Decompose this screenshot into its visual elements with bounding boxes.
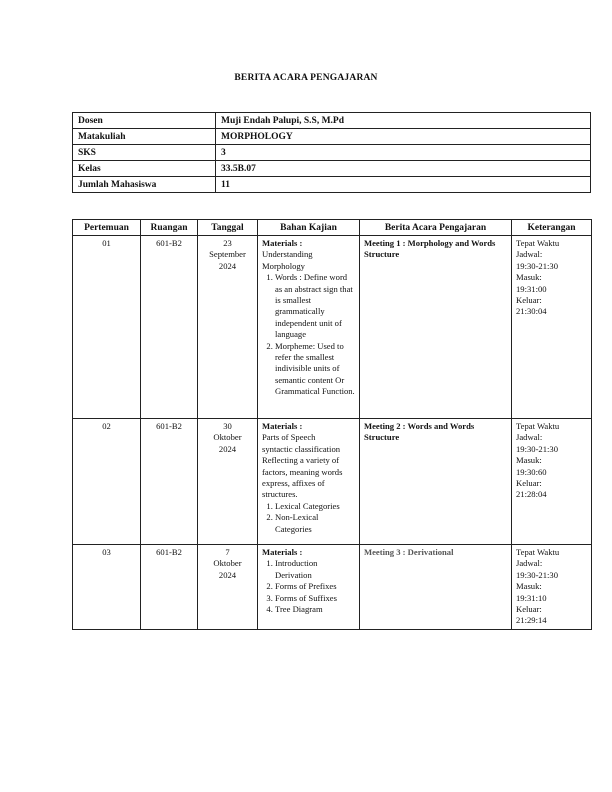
info-row [73, 145, 591, 161]
keterangan-line: Jadwal: [516, 558, 543, 569]
info-value: 11 [216, 177, 591, 193]
materials-item: 4. Tree Diagram [275, 604, 355, 615]
tanggal-cell [198, 545, 258, 630]
course-info-table [72, 112, 591, 193]
materials-item: 1. Words : Define word as an abstract sign that is smallest grammatically independent unit of language [275, 272, 355, 340]
info-value: 33.5B.07 [216, 161, 591, 177]
keterangan-line: 19:30-21:30 [516, 443, 559, 454]
keterangan-line: 19:30-21:30 [516, 260, 559, 271]
tanggal-line: Oktober [213, 558, 242, 569]
tanggal-line: 30 [223, 421, 232, 431]
materials-list [262, 272, 355, 397]
keterangan-line: Keluar: [516, 295, 542, 306]
materials-line: structures. [262, 489, 298, 500]
info-value: MORPHOLOGY [216, 129, 591, 145]
keterangan-line: Tepat Waktu [516, 421, 560, 431]
ruangan-cell: 601-B2 [141, 545, 198, 630]
keterangan-line: 21:29:14 [516, 615, 547, 626]
materials-item: 3. Forms of Suffixes [275, 593, 355, 604]
berita-acara-cell: Meeting 2 : Words and Words Structure [360, 419, 512, 545]
header-keterangan: Keterangan [512, 220, 592, 236]
materials-line: Parts of Speech [262, 432, 316, 443]
pertemuan-cell: 02 [73, 419, 141, 545]
info-row [73, 113, 591, 129]
materials-list [262, 501, 355, 535]
materials-line: Morphology [262, 260, 305, 271]
table-row [73, 419, 592, 545]
keterangan-line: Tepat Waktu [516, 238, 560, 248]
info-label: Matakuliah [73, 129, 216, 145]
info-row [73, 177, 591, 193]
info-row [73, 161, 591, 177]
header-berita-acara: Berita Acara Pengajaran [360, 220, 512, 236]
keterangan-line: Masuk: [516, 581, 542, 592]
info-value: 3 [216, 145, 591, 161]
keterangan-cell [512, 545, 592, 630]
berita-acara-cell: Meeting 3 : Derivational [360, 545, 512, 630]
materials-title: Materials : [262, 547, 303, 557]
materials-line: syntactic classification [262, 443, 341, 454]
tanggal-cell [198, 419, 258, 545]
keterangan-line: 19:30:60 [516, 466, 547, 477]
keterangan-line: Masuk: [516, 455, 542, 466]
bahan-kajian-cell [258, 236, 360, 419]
info-label: Dosen [73, 113, 216, 129]
info-label: SKS [73, 145, 216, 161]
materials-item: 1. Introduction Derivation [275, 558, 355, 581]
info-label: Jumlah Mahasiswa [73, 177, 216, 193]
pertemuan-cell: 01 [73, 236, 141, 419]
tanggal-line: Oktober [213, 432, 242, 443]
keterangan-line: Jadwal: [516, 432, 543, 443]
header-row [73, 220, 592, 236]
keterangan-line: Keluar: [516, 604, 542, 615]
header-pertemuan: Pertemuan [73, 220, 141, 236]
keterangan-line: 19:30-21:30 [516, 569, 559, 580]
keterangan-line: Keluar: [516, 478, 542, 489]
ruangan-cell: 601-B2 [141, 419, 198, 545]
table-row [73, 236, 592, 419]
materials-line: express, affixes of [262, 478, 325, 489]
table-row [73, 545, 592, 630]
materials-line: Understanding [262, 249, 313, 260]
materials-item: 1. Lexical Categories [275, 501, 355, 512]
materials-line: Reflecting a variety of [262, 455, 340, 466]
document-title: BERITA ACARA PENGAJARAN [234, 73, 378, 83]
keterangan-cell [512, 419, 592, 545]
tanggal-line: 2024 [218, 260, 237, 271]
materials-title: Materials : [262, 421, 303, 431]
keterangan-line: 21:30:04 [516, 306, 547, 317]
info-row [73, 129, 591, 145]
info-value: Muji Endah Palupi, S.S, M.Pd [216, 113, 591, 129]
keterangan-line: 21:28:04 [516, 489, 547, 500]
tanggal-line: 2024 [218, 569, 237, 580]
keterangan-line: 19:31:00 [516, 283, 547, 294]
materials-list [262, 558, 355, 615]
pertemuan-cell: 03 [73, 545, 141, 630]
keterangan-line: 19:31:10 [516, 592, 547, 603]
tanggal-line: 2024 [218, 443, 237, 454]
keterangan-line: Tepat Waktu [516, 547, 560, 557]
materials-item: 2. Forms of Prefixes [275, 581, 355, 592]
bahan-kajian-cell [258, 545, 360, 630]
tanggal-cell [198, 236, 258, 419]
header-bahan-kajian: Bahan Kajian [258, 220, 360, 236]
ruangan-cell: 601-B2 [141, 236, 198, 419]
keterangan-line: Jadwal: [516, 249, 543, 260]
header-tanggal: Tanggal [198, 220, 258, 236]
teaching-log-table [72, 219, 592, 630]
berita-acara-cell: Meeting 1 : Morphology and Words Structure [360, 236, 512, 419]
materials-line: factors, meaning words [262, 466, 343, 477]
keterangan-line: Masuk: [516, 272, 542, 283]
keterangan-cell [512, 236, 592, 419]
tanggal-line: 23 [223, 238, 232, 248]
materials-item: 2. Non-Lexical Categories [275, 512, 355, 535]
header-ruangan: Ruangan [141, 220, 198, 236]
materials-item: 2. Morpheme: Used to refer the smallest indivisible units of semantic content Or Grammatical Function. [275, 341, 355, 398]
tanggal-line: 7 [225, 547, 230, 557]
info-label: Kelas [73, 161, 216, 177]
materials-title: Materials : [262, 238, 303, 248]
bahan-kajian-cell [258, 419, 360, 545]
tanggal-line: September [209, 249, 246, 260]
